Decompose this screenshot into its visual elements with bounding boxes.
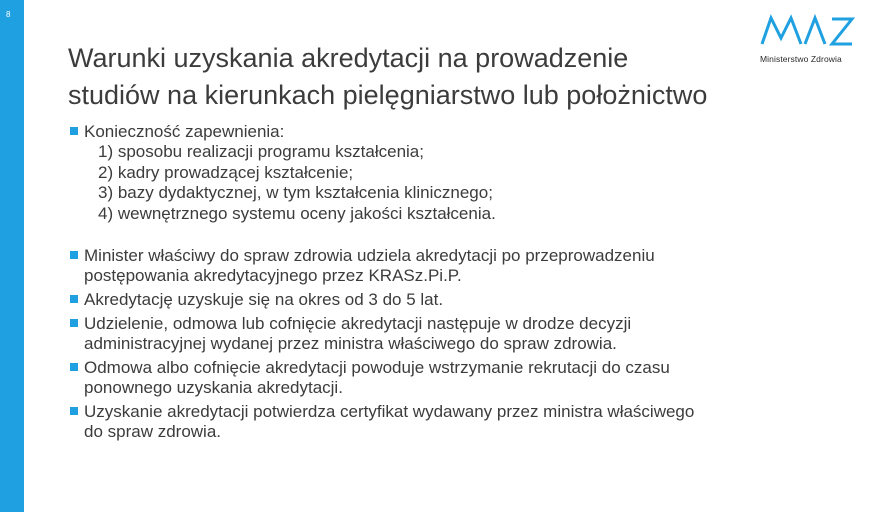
logo-caption: Ministerstwo Zdrowia [760,54,842,64]
bullet-line: Minister właściwy do spraw zdrowia udziela akredytacji po przeprowadzeniu [84,246,655,265]
bullet-text: Konieczność zapewnienia: [84,122,285,141]
bullet-line: Udzielenie, odmowa lub cofnięcie akredytacji następuje w drodze decyzji [84,314,632,333]
bullet-item [68,246,848,286]
sub-item: 3) bazy dydaktycznej, w tym kształcenia klinicznego; [98,183,493,202]
bullet-line: postępowania akredytacyjnego przez KRASz.Pi.P. [84,266,462,285]
bullet-line: Odmowa albo cofnięcie akredytacji powoduje wstrzymanie rekrutacji do czasu [84,358,670,377]
title-line-2: studiów na kierunkach pielęgniarstwo lub położnictwo [68,80,708,110]
bullet-line: Akredytację uzyskuje się na okres od 3 do 5 lat. [84,290,444,309]
sub-item: 1) sposobu realizacji programu kształcenia; [98,142,424,161]
bullet-item [68,290,848,310]
slide-number: 8 [6,10,11,19]
side-accent-bar [0,0,24,512]
bullet-item [68,314,848,354]
bullet-line: do spraw zdrowia. [84,422,222,441]
title-line-1: Warunki uzyskania akredytacji na prowadzenie [68,43,629,73]
bullet-line: ponownego uzyskania akredytacji. [84,378,343,397]
bullet-line: administracyjnej wydanej przez ministra właściwego do spraw zdrowia. [84,334,617,353]
bullet-line: Uzyskanie akredytacji potwierdza certyfikat wydawany przez ministra właściwego [84,402,695,421]
bullet-item [68,358,848,398]
slide-content [68,122,848,442]
sub-item: 2) kadry prowadzącej kształcenie; [98,162,354,182]
bullet-item [68,402,848,442]
sub-item: 4) wewnętrznego systemu oceny jakości kształcenia. [98,203,496,223]
bullet-requirements [68,122,848,224]
slide-title [68,40,828,114]
